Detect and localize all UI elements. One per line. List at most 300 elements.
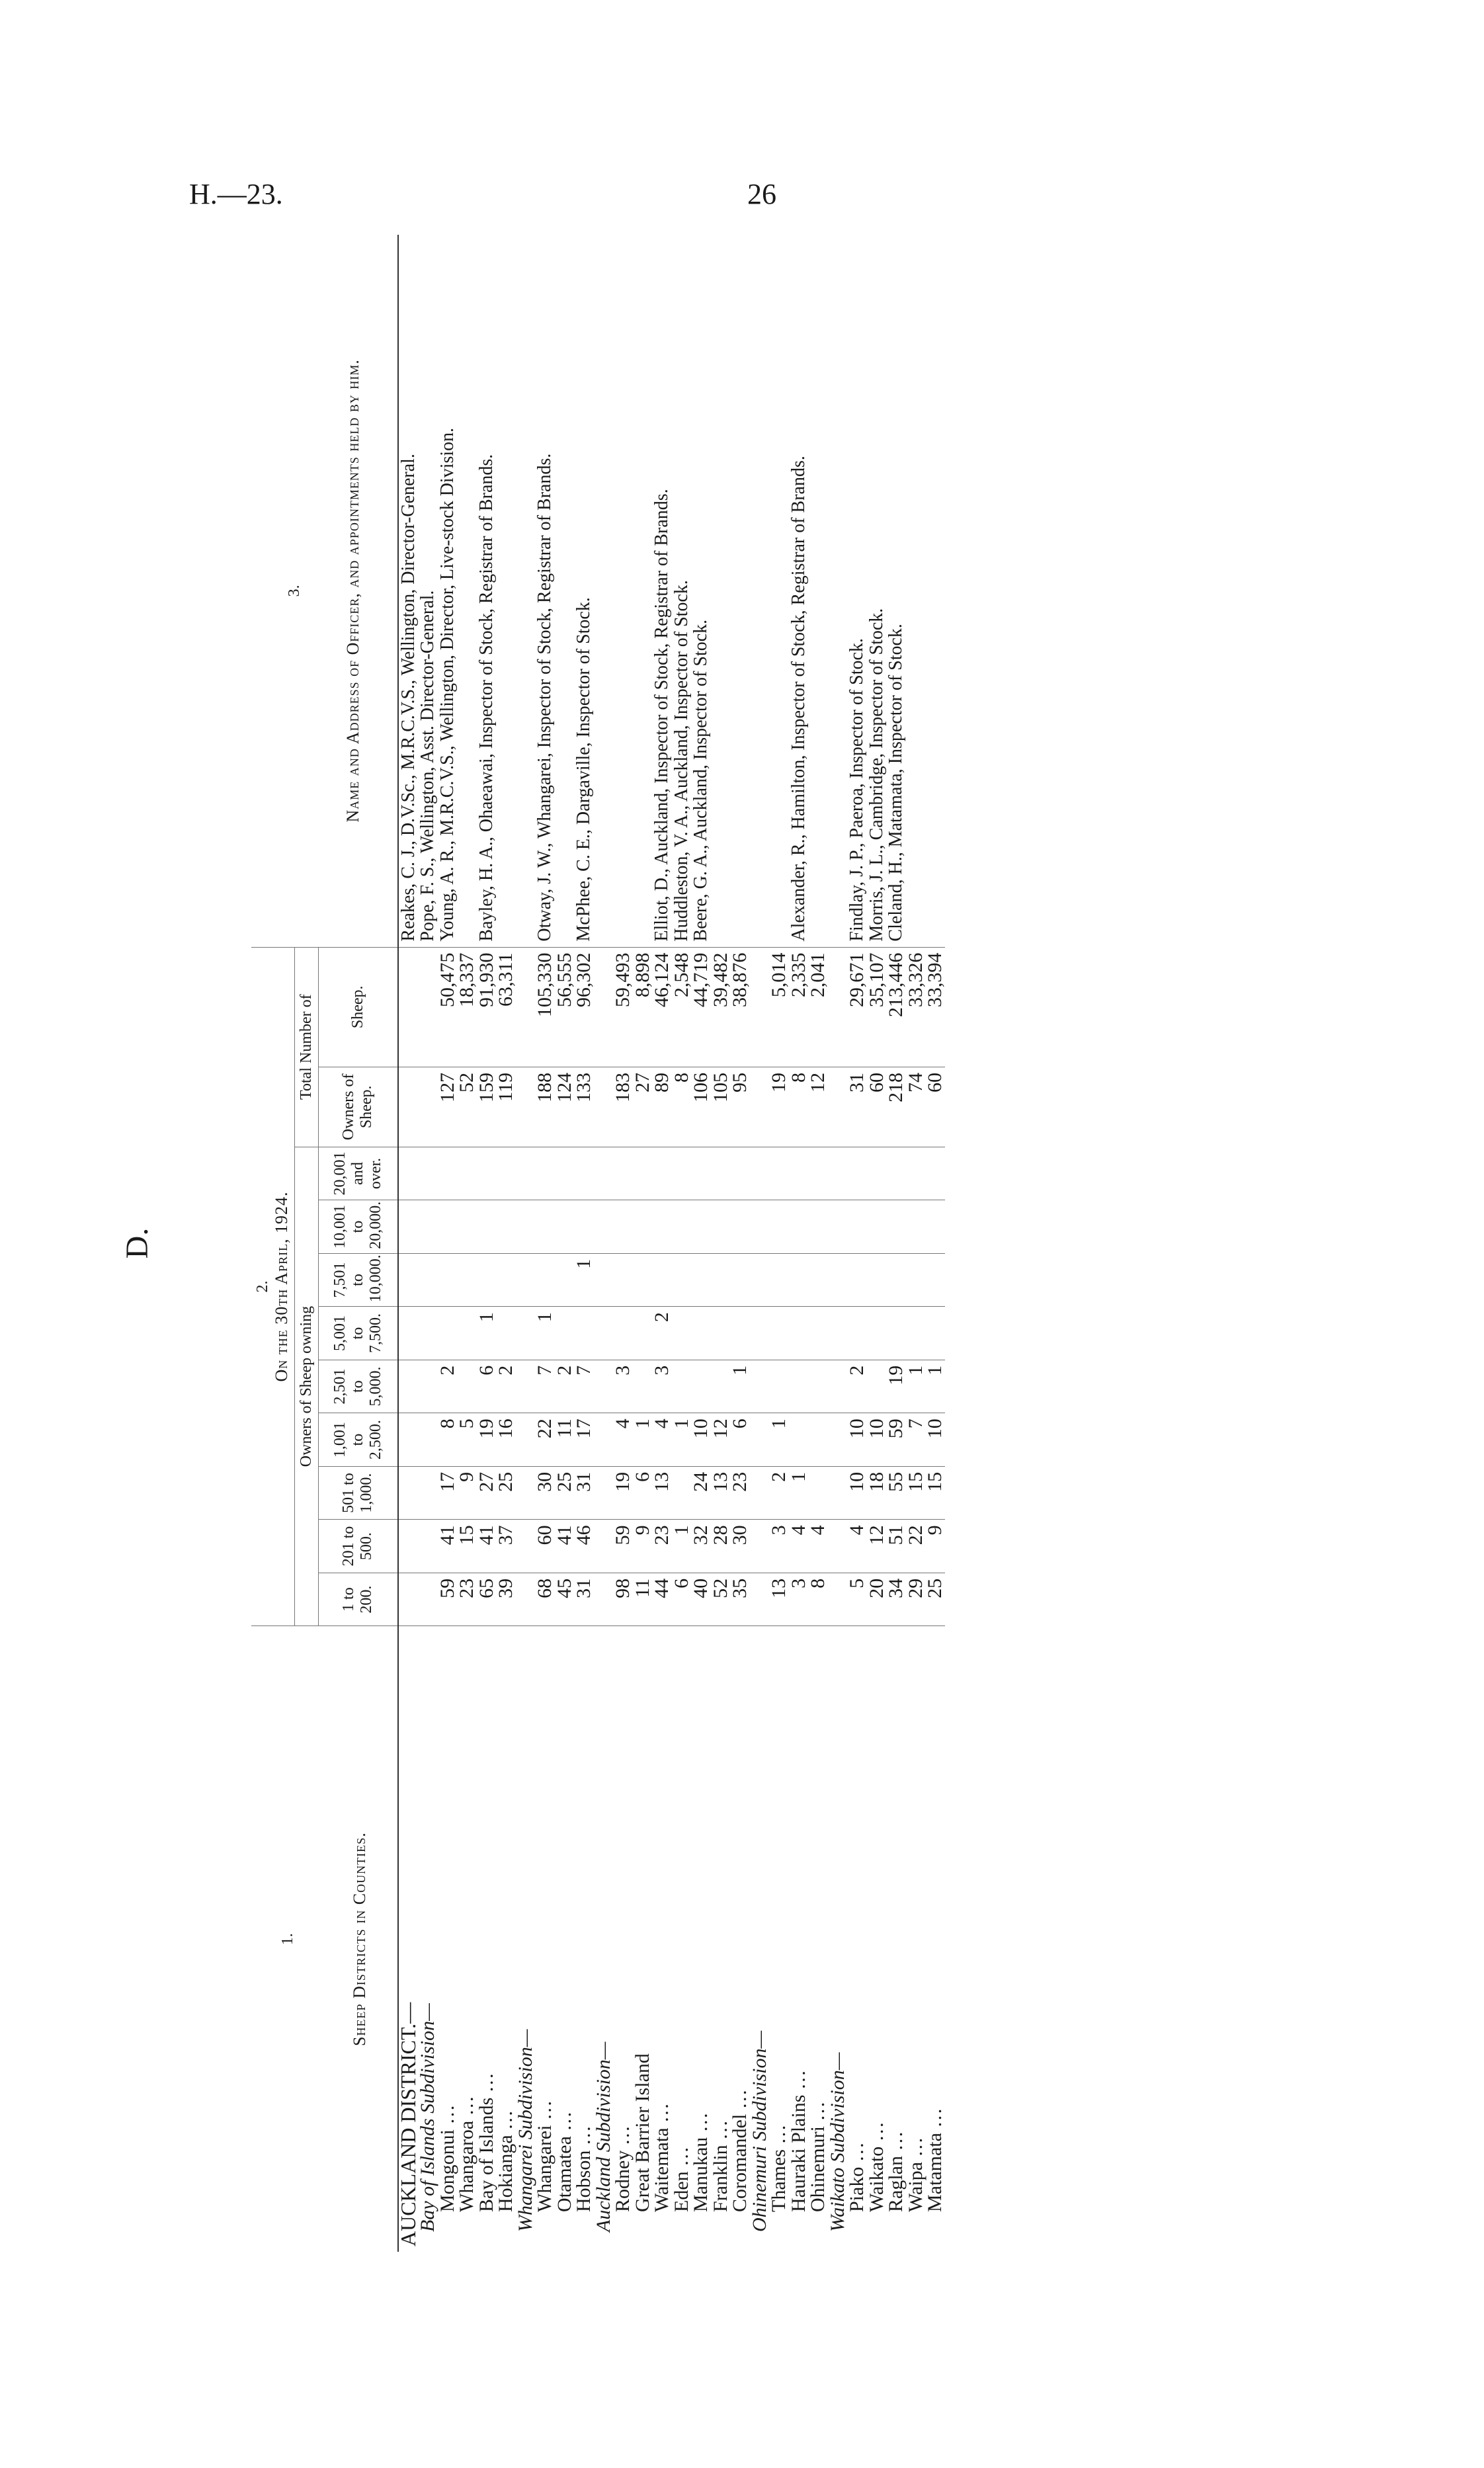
sheep-header: Sheep.: [319, 947, 398, 1067]
owners-count-cell: [925, 1253, 945, 1307]
owners-count-cell: 25: [925, 1573, 945, 1626]
officer-cell: Otway, J. W., Whangarei, Inspector of Stock, Registrar of Brands.: [535, 235, 555, 947]
officer-cell: [906, 235, 926, 947]
table-row: [828, 235, 848, 2252]
owners-count-cell: [633, 1147, 653, 1200]
total-owners-cell: [828, 1067, 848, 1147]
owners-count-cell: [496, 1253, 516, 1307]
owners-count-cell: [535, 1147, 555, 1200]
owners-count-cell: [398, 1200, 419, 1254]
owners-count-cell: 10: [925, 1413, 945, 1467]
owners-count-cell: [750, 1360, 770, 1413]
total-owners-cell: 8: [672, 1067, 692, 1147]
owners-count-cell: 98: [613, 1573, 633, 1626]
owners-count-cell: [438, 1200, 458, 1254]
owners-count-cell: 4: [847, 1520, 867, 1573]
total-owners-cell: 119: [496, 1067, 516, 1147]
owners-count-cell: 3: [613, 1360, 633, 1413]
owners-count-cell: [925, 1200, 945, 1254]
officer-cell: Cleland, H., Matamata, Inspector of Stock.: [886, 235, 906, 947]
owners-count-cell: 45: [555, 1573, 575, 1626]
owners-count-cell: [750, 1253, 770, 1307]
owners-count-cell: [691, 1360, 711, 1413]
owners-count-cell: [398, 1147, 419, 1200]
owners-count-cell: 40: [691, 1573, 711, 1626]
total-sheep-cell: 38,876: [730, 947, 750, 1067]
owners-count-cell: 23: [730, 1466, 750, 1520]
owners-count-cell: [594, 1413, 614, 1467]
owners-count-cell: [457, 1253, 477, 1307]
owners-count-cell: [594, 1520, 614, 1573]
total-sheep-cell: [398, 947, 419, 1067]
owners-count-cell: [750, 1520, 770, 1573]
officer-cell: [613, 235, 633, 947]
district-name: Ohinemuri …: [807, 2101, 829, 2212]
owners-count-cell: [691, 1200, 711, 1254]
total-sheep-cell: 5,014: [769, 947, 789, 1067]
bracket-5: 2,501 to 5,000.: [319, 1360, 398, 1413]
owners-count-cell: 41: [438, 1520, 458, 1573]
owners-count-cell: 20: [867, 1573, 887, 1626]
owners-count-cell: [711, 1253, 731, 1307]
owners-count-cell: [691, 1147, 711, 1200]
col2-number: 2.: [254, 1280, 271, 1293]
owners-count-cell: 44: [652, 1573, 672, 1626]
bracket-6: 5,001 to 7,500.: [319, 1307, 398, 1360]
total-sheep-cell: 2,335: [789, 947, 809, 1067]
total-owners-cell: [398, 1067, 419, 1147]
table-row: [808, 235, 828, 2252]
bracket-3: 501 to 1,000.: [319, 1466, 398, 1520]
owners-count-cell: 3: [789, 1573, 809, 1626]
owners-count-cell: [750, 1147, 770, 1200]
owners-count-cell: 4: [808, 1520, 828, 1573]
owners-count-cell: [594, 1360, 614, 1413]
owners-count-cell: 2: [769, 1466, 789, 1520]
owners-count-cell: 9: [457, 1466, 477, 1520]
total-sheep-cell: 96,302: [574, 947, 594, 1067]
total-sheep-cell: 2,548: [672, 947, 692, 1067]
owners-count-cell: [438, 1253, 458, 1307]
owners-count-cell: 4: [613, 1413, 633, 1467]
total-sheep-cell: 63,311: [496, 947, 516, 1067]
owners-count-cell: 46: [574, 1520, 594, 1573]
owners-count-cell: 12: [867, 1520, 887, 1573]
table-row: [867, 235, 887, 2252]
owners-count-cell: [886, 1253, 906, 1307]
owners-count-cell: [652, 1253, 672, 1307]
owners-count-cell: 51: [886, 1520, 906, 1573]
owners-count-cell: [691, 1253, 711, 1307]
owners-count-cell: 1: [672, 1520, 692, 1573]
officer-cell: McPhee, C. E., Dargaville, Inspector of Stock.: [574, 235, 594, 947]
district-name: Franklin …: [709, 2119, 731, 2212]
owners-count-cell: 52: [711, 1573, 731, 1626]
owners-count-cell: [418, 1413, 438, 1467]
owners-count-cell: [808, 1253, 828, 1307]
owners-count-cell: [398, 1520, 419, 1573]
owners-count-cell: [516, 1466, 536, 1520]
owners-count-cell: [925, 1147, 945, 1200]
owners-count-cell: 1: [574, 1253, 594, 1307]
owners-count-cell: 30: [535, 1466, 555, 1520]
total-owners-cell: 27: [633, 1067, 653, 1147]
owners-count-cell: 8: [438, 1413, 458, 1467]
owners-count-cell: 5: [457, 1413, 477, 1467]
owners-count-cell: 55: [886, 1466, 906, 1520]
owners-count-cell: [828, 1466, 848, 1520]
table-row: [418, 235, 438, 2252]
owners-count-cell: 3: [769, 1520, 789, 1573]
district-name: Rodney …: [612, 2125, 634, 2212]
owners-count-cell: [555, 1147, 575, 1200]
owners-count-cell: [398, 1573, 419, 1626]
total-sheep-cell: 56,555: [555, 947, 575, 1067]
bracket-2: 201 to 500.: [319, 1520, 398, 1573]
owners-count-cell: [398, 1253, 419, 1307]
owners-count-cell: [457, 1360, 477, 1413]
table-row: [535, 235, 555, 2252]
owners-count-cell: [516, 1573, 536, 1626]
owners-count-cell: 1: [789, 1466, 809, 1520]
col2-title: On the 30th April, 1924.: [272, 1191, 291, 1382]
owners-count-cell: 2: [496, 1360, 516, 1413]
officer-cell: Beere, G. A., Auckland, Inspector of Stock.: [691, 235, 711, 947]
owners-count-cell: [652, 1200, 672, 1254]
owners-count-cell: [828, 1200, 848, 1254]
table-row: [457, 235, 477, 2252]
owners-count-cell: [672, 1307, 692, 1360]
owners-count-cell: [828, 1307, 848, 1360]
owners-count-cell: [906, 1200, 926, 1254]
total-sheep-cell: 46,124: [652, 947, 672, 1067]
officer-cell: [730, 235, 750, 947]
owners-count-cell: [672, 1253, 692, 1307]
district-name: Waipa …: [904, 2137, 927, 2212]
officer-cell: [711, 235, 731, 947]
owners-count-cell: 27: [477, 1466, 497, 1520]
owners-count-cell: [496, 1307, 516, 1360]
officer-cell: [594, 235, 614, 947]
bracket-9: 20,001 and over.: [319, 1147, 398, 1200]
officer-cell: [633, 235, 653, 947]
owners-count-cell: 1: [769, 1413, 789, 1467]
district-name: Waitemata …: [651, 2102, 673, 2212]
owners-count-cell: 65: [477, 1573, 497, 1626]
owners-count-cell: 10: [847, 1466, 867, 1520]
owners-count-cell: [418, 1307, 438, 1360]
owners-count-cell: [789, 1200, 809, 1254]
table-row: [613, 235, 633, 2252]
owners-count-cell: 3: [652, 1360, 672, 1413]
total-sheep-cell: 35,107: [867, 947, 887, 1067]
owners-count-cell: [477, 1147, 497, 1200]
owners-count-cell: [750, 1413, 770, 1467]
officer-cell: Bayley, H. A., Ohaeawai, Inspector of Stock, Registrar of Brands.: [477, 235, 497, 947]
district-name: Hobson …: [573, 2125, 595, 2212]
owners-count-cell: [828, 1147, 848, 1200]
owners-count-cell: [535, 1253, 555, 1307]
owners-count-cell: 1: [906, 1360, 926, 1413]
owners-count-cell: [594, 1573, 614, 1626]
owners-count-cell: [613, 1200, 633, 1254]
owners-count-cell: [574, 1147, 594, 1200]
owners-count-cell: [847, 1147, 867, 1200]
table-row: [730, 235, 750, 2252]
owners-count-cell: [594, 1147, 614, 1200]
col1-header: [251, 1626, 398, 2252]
total-owners-cell: 74: [906, 1067, 926, 1147]
col3-title: Name and Address of Officer, and appointments held by him.: [343, 359, 362, 823]
owners-count-cell: [828, 1360, 848, 1413]
owners-count-cell: [477, 1200, 497, 1254]
district-name: Waikato …: [865, 2121, 887, 2212]
table-row: [847, 235, 867, 2252]
officer-cell: Young, A. R., M.R.C.V.S., Wellington, Director, Live-stock Division.: [438, 235, 458, 947]
col1-number: 1.: [278, 1933, 296, 1946]
table-row: [925, 235, 945, 2252]
owners-count-cell: 59: [438, 1573, 458, 1626]
owners-count-cell: [594, 1253, 614, 1307]
officer-cell: [496, 235, 516, 947]
owners-count-cell: [418, 1573, 438, 1626]
owners-count-cell: [789, 1413, 809, 1467]
officer-cell: [808, 235, 828, 947]
owners-count-cell: 39: [496, 1573, 516, 1626]
owners-count-cell: [457, 1147, 477, 1200]
owners-count-cell: [867, 1200, 887, 1254]
owners-count-cell: [516, 1307, 536, 1360]
owners-count-cell: [730, 1253, 750, 1307]
owners-count-cell: [711, 1360, 731, 1413]
owners-count-cell: [438, 1147, 458, 1200]
district-name: Whangarei Subdivision—: [514, 2029, 536, 2232]
total-owners-cell: 19: [769, 1067, 789, 1147]
officer-cell: [925, 235, 945, 947]
col3-header: [251, 235, 398, 947]
owners-group-header: Owners of Sheep owning: [295, 1147, 319, 1626]
owners-count-cell: [652, 1147, 672, 1200]
district-name: Auckland Subdivision—: [592, 2041, 614, 2232]
total-sheep-cell: 2,041: [808, 947, 828, 1067]
owners-count-cell: 4: [652, 1413, 672, 1467]
owners-count-cell: [828, 1253, 848, 1307]
total-sheep-cell: 91,930: [477, 947, 497, 1067]
owners-count-cell: 6: [672, 1573, 692, 1626]
owners-count-cell: 2: [847, 1360, 867, 1413]
owners-count-cell: 32: [691, 1520, 711, 1573]
owners-count-cell: [867, 1360, 887, 1413]
owners-count-cell: 6: [633, 1466, 653, 1520]
owners-count-cell: [398, 1413, 419, 1467]
owners-count-cell: [711, 1200, 731, 1254]
owners-count-cell: [672, 1147, 692, 1200]
bracket-7: 7,501 to 10,000.: [319, 1253, 398, 1307]
owners-count-cell: [555, 1253, 575, 1307]
owners-count-cell: 13: [652, 1466, 672, 1520]
owners-count-cell: [828, 1573, 848, 1626]
owners-count-cell: [418, 1147, 438, 1200]
total-owners-cell: 124: [555, 1067, 575, 1147]
district-name: Matamata …: [924, 2108, 946, 2212]
owners-count-cell: 35: [730, 1573, 750, 1626]
owners-count-cell: 16: [496, 1413, 516, 1467]
owners-count-cell: 18: [867, 1466, 887, 1520]
owners-count-cell: [769, 1200, 789, 1254]
total-owners-cell: [594, 1067, 614, 1147]
owners-count-cell: [886, 1307, 906, 1360]
owners-count-cell: [906, 1253, 926, 1307]
officer-cell: Morris, J. L., Cambridge, Inspector of Stock.: [867, 235, 887, 947]
bracket-4: 1,001 to 2,500.: [319, 1413, 398, 1467]
officer-cell: [457, 235, 477, 947]
total-sheep-cell: [418, 947, 438, 1067]
owners-count-cell: 31: [574, 1573, 594, 1626]
officer-cell: Pope, F. S., Wellington, Asst. Director-General.: [418, 235, 438, 947]
owners-count-cell: [496, 1200, 516, 1254]
officer-cell: [750, 235, 770, 947]
owners-count-cell: [789, 1360, 809, 1413]
owners-count-cell: [516, 1147, 536, 1200]
owners-count-cell: [418, 1520, 438, 1573]
owners-count-cell: 19: [613, 1466, 633, 1520]
total-owners-cell: 106: [691, 1067, 711, 1147]
total-sheep-cell: 39,482: [711, 947, 731, 1067]
owners-count-cell: [847, 1253, 867, 1307]
total-owners-cell: 127: [438, 1067, 458, 1147]
total-sheep-cell: 33,394: [925, 947, 945, 1067]
total-sheep-cell: 8,898: [633, 947, 653, 1067]
table-row: [496, 235, 516, 2252]
district-name: Otamatea …: [553, 2111, 575, 2212]
owners-count-cell: [594, 1307, 614, 1360]
owners-count-cell: 11: [555, 1413, 575, 1467]
owners-count-cell: [789, 1253, 809, 1307]
owners-count-cell: [418, 1200, 438, 1254]
owners-count-cell: [808, 1466, 828, 1520]
section-letter: D.: [120, 1227, 155, 1259]
owners-count-cell: 7: [574, 1360, 594, 1413]
owners-count-cell: [516, 1413, 536, 1467]
owners-count-cell: [867, 1147, 887, 1200]
total-owners-cell: 60: [867, 1067, 887, 1147]
owners-count-cell: 15: [906, 1466, 926, 1520]
total-sheep-cell: 105,330: [535, 947, 555, 1067]
table-row: [672, 235, 692, 2252]
owners-count-cell: [633, 1360, 653, 1413]
owners-count-cell: 60: [535, 1520, 555, 1573]
owners-count-cell: 7: [535, 1360, 555, 1413]
table-row: [750, 235, 770, 2252]
district-name: Ohinemuri Subdivision—: [748, 2030, 770, 2232]
officer-cell: Elliot, D., Auckland, Inspector of Stock, Registrar of Brands.: [652, 235, 672, 947]
officer-cell: [555, 235, 575, 947]
owners-count-cell: 41: [477, 1520, 497, 1573]
total-sheep-cell: [594, 947, 614, 1067]
owners-count-cell: [847, 1307, 867, 1360]
owners-count-cell: 2: [438, 1360, 458, 1413]
owners-count-cell: 1: [730, 1360, 750, 1413]
owners-count-cell: [594, 1200, 614, 1254]
owners-count-cell: 1: [672, 1413, 692, 1467]
owners-count-cell: [828, 1413, 848, 1467]
table-row: [769, 235, 789, 2252]
owners-count-cell: [496, 1147, 516, 1200]
total-sheep-cell: 50,475: [438, 947, 458, 1067]
owners-count-cell: [418, 1253, 438, 1307]
district-name: Hauraki Plains …: [787, 2070, 809, 2212]
owners-count-cell: [613, 1147, 633, 1200]
bracket-1: 1 to 200.: [319, 1573, 398, 1626]
owners-count-cell: [516, 1200, 536, 1254]
district-name: Bay of Islands …: [475, 2073, 497, 2212]
owners-count-cell: 4: [789, 1520, 809, 1573]
owners-count-cell: 9: [633, 1520, 653, 1573]
owners-count-cell: [594, 1466, 614, 1520]
owners-count-cell: [906, 1147, 926, 1200]
sheep-districts-table: [251, 235, 945, 2252]
owners-count-cell: [457, 1307, 477, 1360]
owners-count-cell: [789, 1147, 809, 1200]
owners-count-cell: [516, 1360, 536, 1413]
owners-count-cell: 23: [457, 1573, 477, 1626]
owners-count-cell: [906, 1307, 926, 1360]
table-row: [594, 235, 614, 2252]
total-owners-cell: 12: [808, 1067, 828, 1147]
col1-title: Sheep Districts in Counties.: [349, 1832, 369, 2046]
owners-count-cell: [613, 1253, 633, 1307]
owners-count-cell: [769, 1253, 789, 1307]
table-row: [691, 235, 711, 2252]
owners-count-cell: 59: [613, 1520, 633, 1573]
total-sheep-cell: [750, 947, 770, 1067]
owners-count-cell: [769, 1307, 789, 1360]
owners-count-cell: [750, 1466, 770, 1520]
table-row: [906, 235, 926, 2252]
total-owners-cell: 105: [711, 1067, 731, 1147]
total-sheep-cell: 29,671: [847, 947, 867, 1067]
owners-count-cell: 37: [496, 1520, 516, 1573]
owners-count-cell: [711, 1307, 731, 1360]
total-owners-cell: 188: [535, 1067, 555, 1147]
owners-count-cell: [769, 1360, 789, 1413]
owners-count-cell: [867, 1253, 887, 1307]
owners-count-cell: [730, 1307, 750, 1360]
owners-count-cell: 19: [886, 1360, 906, 1413]
owners-count-cell: [672, 1200, 692, 1254]
owners-count-cell: 1: [477, 1307, 497, 1360]
owners-count-cell: [711, 1147, 731, 1200]
owners-count-cell: 1: [633, 1413, 653, 1467]
district-name: Manukau …: [690, 2112, 712, 2212]
owners-count-cell: 13: [769, 1573, 789, 1626]
rotated-table-block: [120, 235, 1296, 2252]
owners-count-cell: [730, 1200, 750, 1254]
table-row: [516, 235, 536, 2252]
total-owners-cell: 60: [925, 1067, 945, 1147]
table-row: [711, 235, 731, 2252]
owners-count-cell: 34: [886, 1573, 906, 1626]
total-owners-cell: 133: [574, 1067, 594, 1147]
owners-count-cell: [398, 1307, 419, 1360]
total-sheep-cell: 18,337: [457, 947, 477, 1067]
total-owners-cell: 52: [457, 1067, 477, 1147]
total-sheep-cell: [828, 947, 848, 1067]
owners-count-cell: [516, 1520, 536, 1573]
district-name: AUCKLAND DISTRICT.—: [395, 2002, 420, 2246]
table-row: [886, 235, 906, 2252]
owners-count-cell: 9: [925, 1520, 945, 1573]
